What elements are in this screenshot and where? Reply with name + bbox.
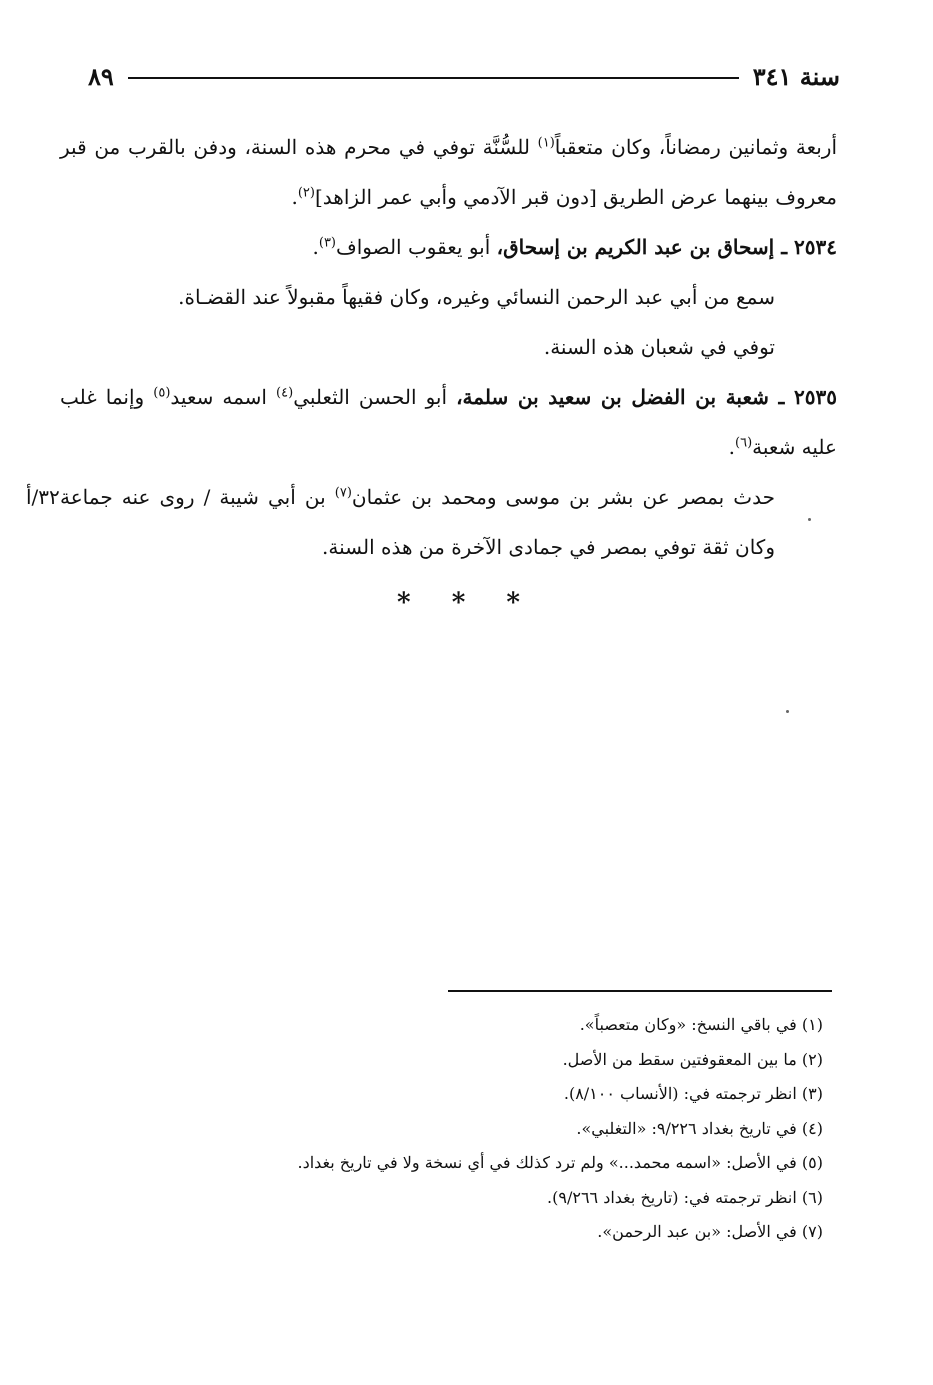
footnote-item: (٣) انظر ترجمته في: (الأنساب ٨/١٠٠). — [563, 1084, 823, 1103]
main-text — [26, 122, 838, 572]
footnote-item: (١) في باقي النسخ: «وكان متعصباً». — [579, 1015, 823, 1034]
footnote-ref-3: (٣) — [318, 235, 336, 251]
footnote-item: (٧) في الأصل: «بن عبد الرحمن». — [597, 1222, 823, 1241]
footnote-ref-2: (٢) — [297, 185, 315, 201]
marginal-folio-note: ٣٢/أ — [26, 485, 60, 509]
footnote-item: (٢) ما بين المعقوفتين سقط من الأصل. — [562, 1049, 823, 1069]
footnote-separator — [448, 990, 832, 992]
footnote-ref-7: (٧) — [334, 485, 352, 501]
page-header — [88, 56, 840, 96]
footnote-item: (٦) انظر ترجمته في: (تاريخ بغداد ٩/٢٦٦). — [547, 1187, 823, 1207]
entry-number: ٢٥٣٤ ـ — [781, 235, 837, 259]
footnote-item: (٤) في تاريخ بغداد ٩/٢٢٦: «التغلبي». — [576, 1118, 823, 1138]
footnote-item: (٥) في الأصل: «اسمه محمد...» ولم ترد كذلك في أي نسخة ولا في تاريخ بغداد. — [297, 1153, 823, 1172]
entry-2534-heading: ٢٥٣٤ ـ إسحاق بن عبد الكريم بن إسحاق، أبو يعقوب الصواف$^{(٣)}$. — [312, 235, 837, 259]
entry-2535-text: ٣٢/أ حدث بمصر عن بشر بن موسى ومحمد بن عثمان$^{(٧)}$ بن أبي شيبة / روى عنه جماعة وكان ثقة توفي بمصر في جمادى الآخرة من هذه السنة. — [60, 472, 837, 572]
scan-speck — [808, 518, 811, 521]
entry-2534-death: توفي في شعبان هذه السنة. — [543, 335, 775, 359]
entry-name: إسحاق بن عبد الكريم بن إسحاق، — [496, 235, 782, 259]
scan-speck — [786, 710, 789, 713]
page-number: ٨٩ — [88, 61, 114, 91]
entry-2535-heading: ٢٥٣٥ ـ شعبة بن الفضل بن سعيد بن سلمة، أبو الحسن الثعلبي$^{(٤)}$ اسمه سعيد$^{(٥)}$ وإنما غلب عليه شعبة$^{(٦)}$. — [60, 385, 837, 459]
entry-name: شعبة بن الفضل بن سعيد بن سلمة، — [456, 385, 779, 409]
entry-2534-text: سمع من أبي عبد الرحمن النسائي وغيره، وكان فقيهاً مقبولاً عند القضـاة. — [178, 285, 775, 309]
footnote-ref-4: (٤) — [276, 385, 294, 401]
running-title: سنة ٣٤١ — [752, 61, 840, 91]
header-rule — [128, 77, 739, 79]
section-ornament: * * * — [397, 588, 536, 618]
footnote-ref-5: (٥) — [153, 385, 171, 401]
footnotes-list — [183, 1008, 823, 1250]
footnote-ref-1: (١) — [537, 135, 555, 151]
footnote-ref-6: (٦) — [735, 435, 753, 451]
entry-number: ٢٥٣٥ ـ — [778, 385, 837, 409]
paragraph-continuation: أربعة وثمانين رمضاناً، وكان متعقباً$^{(١)}$ للسُّنَّة توفي في محرم هذه السنة، ودفن بالقرب من قبر معروف بينهما عرض الطريق [دون قبر الآدمي وأبي عمر الزاهد]$^{(٢)}$. — [60, 135, 838, 209]
